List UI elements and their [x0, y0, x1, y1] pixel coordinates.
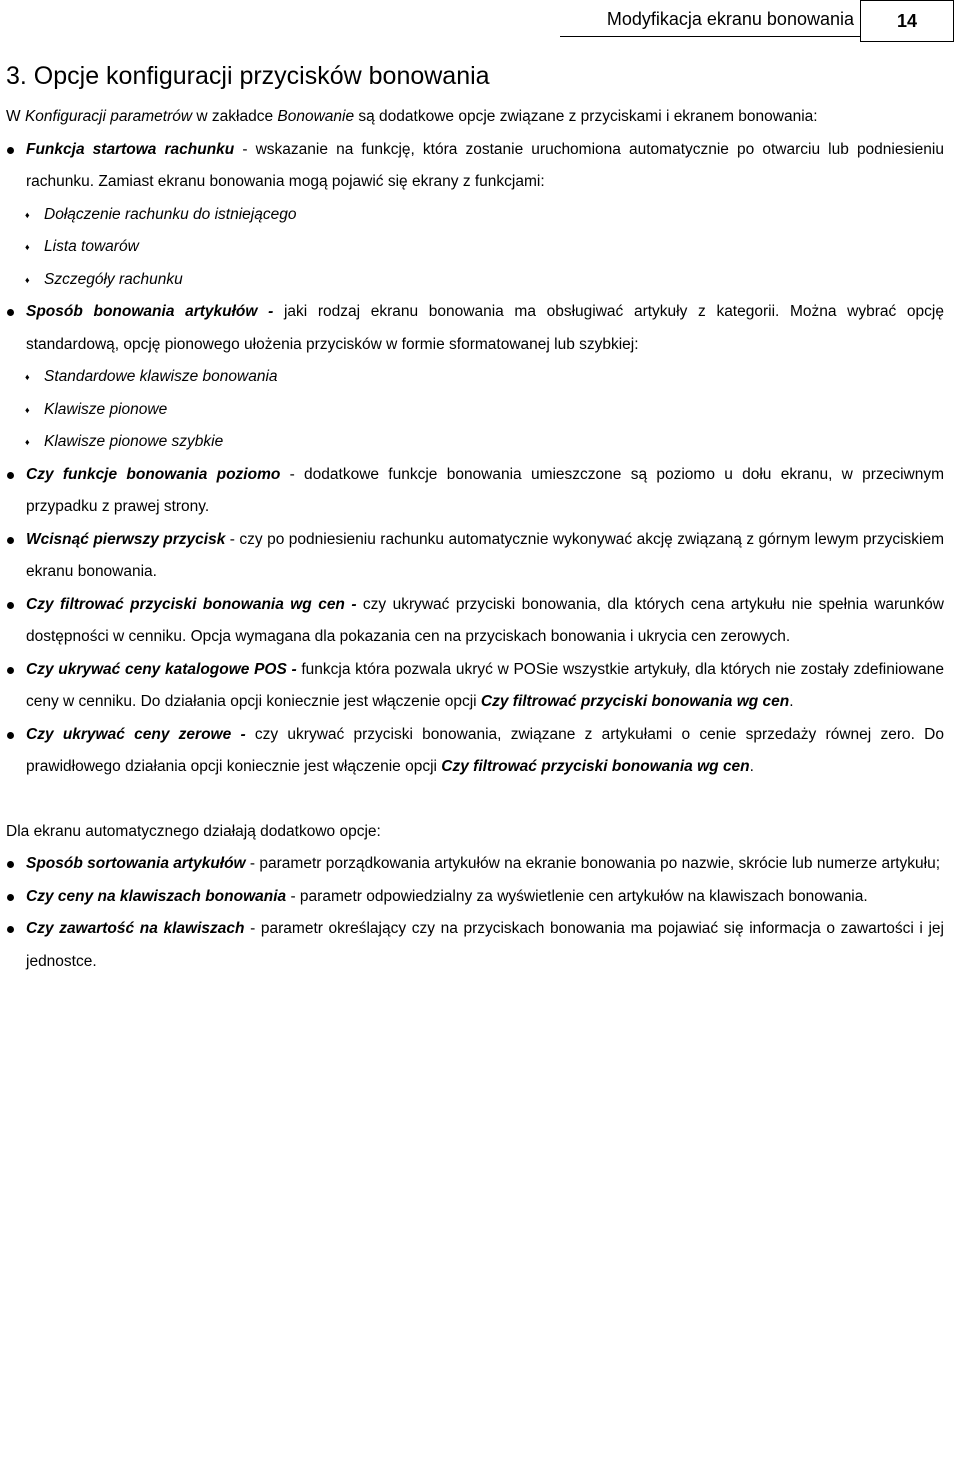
sub-list: [6, 361, 944, 459]
option-term: Czy ceny na klawiszach bonowania: [26, 887, 287, 905]
page-number: 14: [860, 0, 954, 42]
list-item: Czy filtrować przyciski bonowania wg cen - czy ukrywać przyciski bonowania, dla których cena artykułu nie spełnia warunków dostępności w cenniku. Opcja wymagana dla pokazania cen na przyciskach bonowania i ukrycia cen zerowych.: [6, 589, 944, 654]
auto-options-list: [6, 848, 944, 978]
list-item: Czy ukrywać ceny zerowe - czy ukrywać przyciski bonowania, związane z artykułami o cenie sprzedaży równej zero. Do prawidłowego działania opcji koniecznie jest włączenie opcji Czy filtrować przyciski bonowania wg cen.: [6, 719, 944, 784]
list-item: Czy zawartość na klawiszach - parametr określający czy na przyciskach bonowania ma pojawiać się informacja o zawartości i jej jednostce.: [6, 913, 944, 978]
page-header: [0, 0, 960, 44]
option-term: Sposób sortowania artykułów: [26, 855, 246, 872]
option-term: Czy ukrywać ceny katalogowe POS -: [26, 660, 297, 678]
option-term: Wcisnąć pierwszy przycisk: [26, 530, 226, 548]
spacer: [6, 784, 944, 816]
header-title: Modyfikacja ekranu bonowania: [606, 9, 854, 29]
option-term: Czy funkcje bonowania poziomo: [26, 465, 281, 483]
options-list: [6, 134, 944, 199]
auto-intro: Dla ekranu automatycznego działają dodatkowo opcje:: [6, 822, 381, 840]
sub-list-item: ♦ Klawisze pionowe: [6, 394, 944, 427]
list-item: Wcisnąć pierwszy przycisk - czy po podniesieniu rachunku automatycznie wykonywać akcję związaną z górnym lewym przyciskiem ekranu bonowania.: [6, 524, 944, 589]
list-item: Funkcja startowa rachunku - wskazanie na funkcję, która zostanie uruchomiona automatycznie po otwarciu lub podniesieniu rachunku. Zamiast ekranu bonowania mogą pojawić się ekrany z funkcjami:: [6, 134, 944, 199]
option-term: Funkcja startowa rachunku: [26, 140, 235, 158]
list-item: Czy ceny na klawiszach bonowania - parametr odpowiedzialny za wyświetlenie cen artykułów na klawiszach bonowania.: [6, 881, 944, 914]
sub-list: [6, 199, 944, 297]
list-item: Czy funkcje bonowania poziomo - dodatkowe funkcje bonowania umieszczone są poziomo u dołu ekranu, w przeciwnym przypadku z prawej strony.: [6, 459, 944, 524]
sub-list-item: ♦ Szczegóły rachunku: [6, 264, 944, 297]
list-item: Sposób bonowania artykułów - jaki rodzaj ekranu bonowania ma obsługiwać artykuły z kategorii. Można wybrać opcję standardową, opcję pionowego ułożenia przycisków w formie sformatowanej lub szybkiej:: [6, 296, 944, 361]
list-item: Czy ukrywać ceny katalogowe POS - funkcja która pozwala ukryć w POSie wszystkie artykuły, dla których nie zostały zdefiniowane ceny w cenniku. Do działania opcji koniecznie jest włączenie opcji Czy filtrować przyciski bonowania wg cen.: [6, 654, 944, 719]
option-term: Czy filtrować przyciski bonowania wg cen -: [26, 595, 357, 613]
option-reference: Czy filtrować przyciski bonowania wg cen: [480, 693, 790, 710]
section-heading: 3. Opcje konfiguracji przycisków bonowania: [6, 62, 490, 90]
sub-list-item: ♦ Dołączenie rachunku do istniejącego: [6, 199, 944, 232]
sub-list-item: ♦ Standardowe klawisze bonowania: [6, 361, 944, 394]
option-reference: Czy filtrować przyciski bonowania wg cen: [441, 758, 750, 775]
header-rule: [560, 36, 860, 37]
page-content: [6, 58, 944, 978]
sub-list-item: ♦ Klawisze pionowe szybkie: [6, 426, 944, 459]
sub-list-item: ♦ Lista towarów: [6, 231, 944, 264]
option-term: Sposób bonowania artykułów -: [26, 303, 274, 320]
intro-paragraph: W Konfiguracji parametrów w zakładce Bonowanie są dodatkowe opcje związane z przyciskami i ekranem bonowania:: [6, 108, 818, 125]
option-term: Czy ukrywać ceny zerowe -: [26, 725, 246, 743]
list-item: Sposób sortowania artykułów - parametr porządkowania artykułów na ekranie bonowania po nazwie, skrócie lub numerze artykułu;: [6, 848, 944, 881]
option-term: Czy zawartość na klawiszach: [26, 920, 245, 937]
